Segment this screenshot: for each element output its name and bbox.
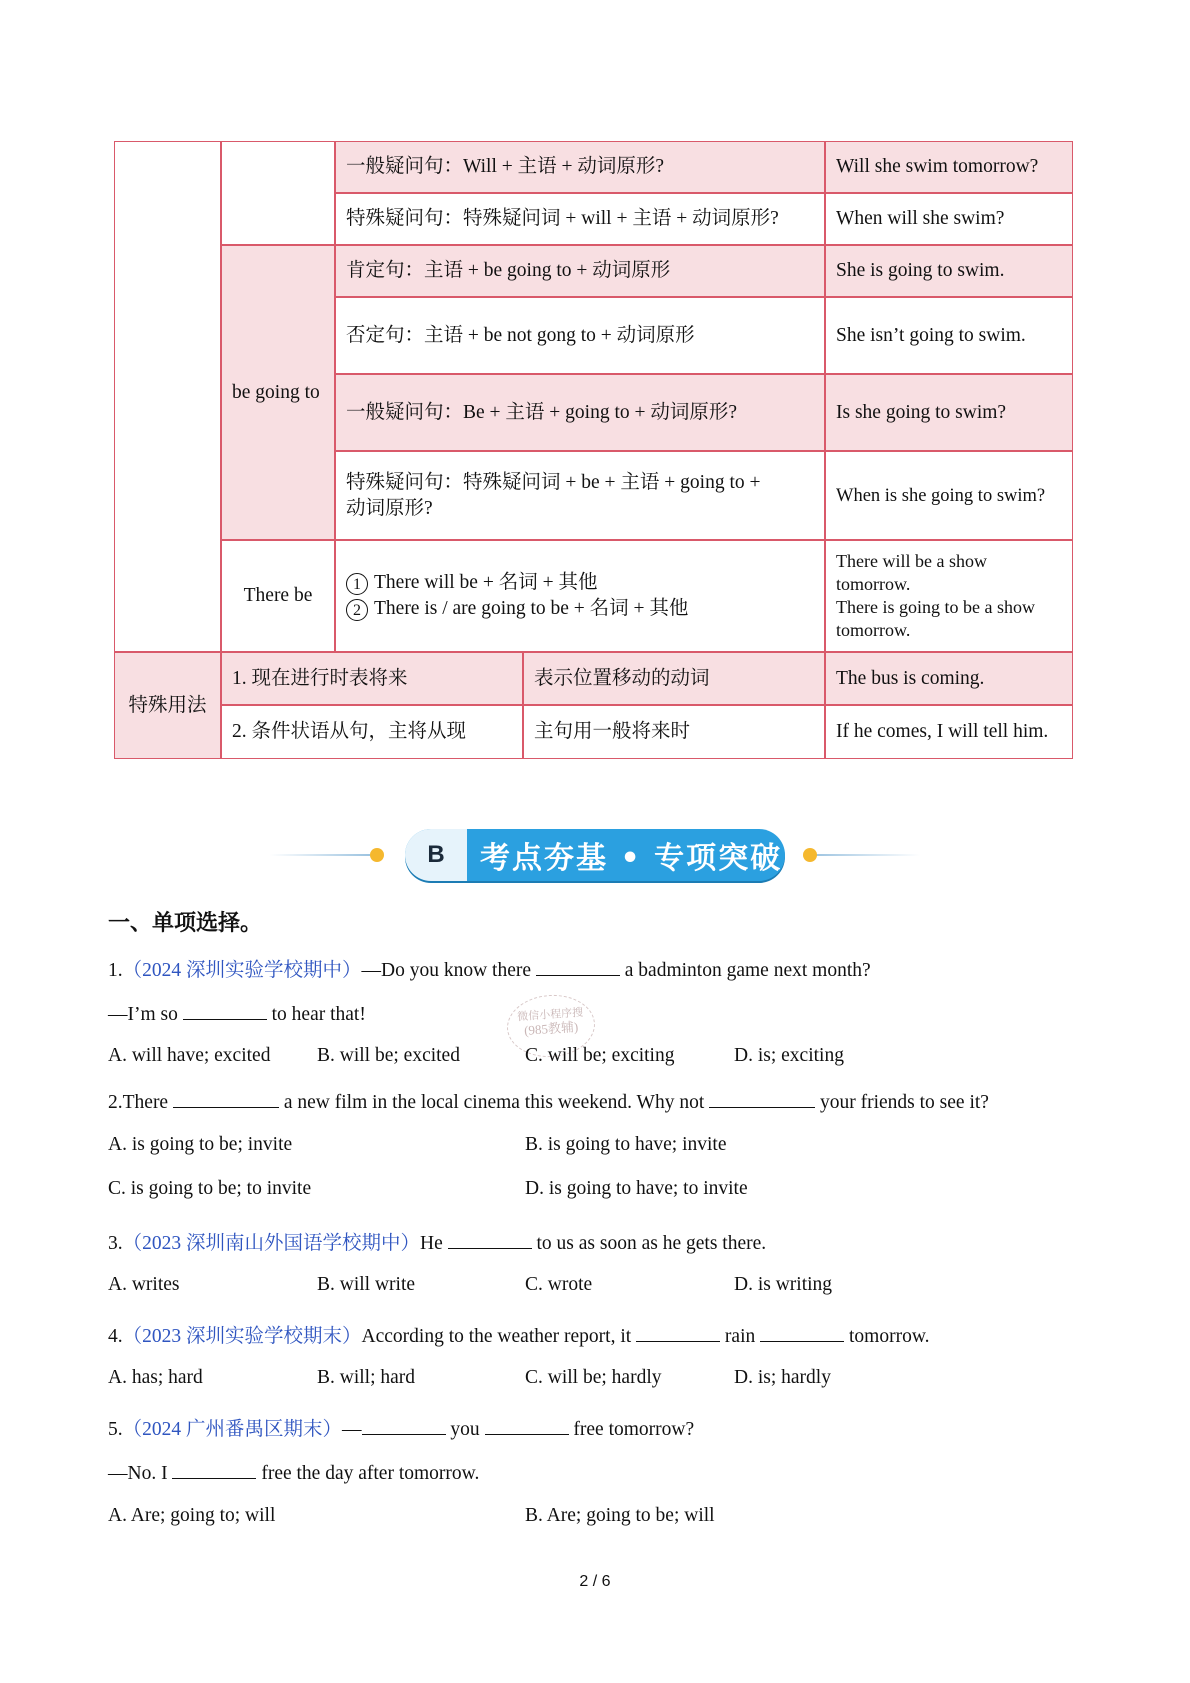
option-b: B. will be; excited [317,1045,460,1066]
table-cell: 一般疑问句：Will + 主语 + 动词原形? [335,141,825,193]
watermark-stamp: 微信小程序搜 (985教辅) [505,992,597,1060]
option-c: C. wrote [525,1274,593,1295]
table-cell: If he comes, I will tell him. [825,705,1073,759]
table-row-label: There be [221,540,335,652]
answer-blank [173,1089,279,1108]
table-cell: Is she going to swim? [825,374,1073,451]
answer-blank [536,957,620,976]
question-5-line-2: —No. I free the day after tomorrow. [108,1460,479,1485]
banner-line-left [270,854,370,856]
option-b: B. will; hard [317,1367,416,1388]
table-cell: When will she swim? [825,193,1073,245]
table-cell: 否定句：主语 + be not gong to + 动词原形 [335,297,825,374]
table-cell: There will be a show tomorrow. There is going to be a show tomorrow. [825,540,1073,652]
answer-blank [172,1460,256,1479]
question-source: （2024 深圳实验学校期中） [122,960,362,981]
answer-blank [362,1416,446,1435]
circled-number: 1 [346,573,368,595]
option-a: A. has; hard [108,1367,203,1388]
option-d: D. is; exciting [734,1045,844,1066]
section-heading: 一、单项选择。 [108,911,263,936]
table-cell: 特殊疑问句：特殊疑问词 + will + 主语 + 动词原形? [335,193,825,245]
table-cell: 肯定句：主语 + be going to + 动词原形 [335,245,825,297]
table-cell: She is going to swim. [825,245,1073,297]
option-a: A. will have; excited [108,1045,271,1066]
answer-blank [448,1230,532,1249]
answer-blank [183,1001,267,1020]
banner-line-right [812,854,920,856]
section-banner [270,826,920,884]
question-source: （2024 广州番禺区期末） [122,1419,343,1440]
banner-dot-left [370,848,384,862]
option-a: A. writes [108,1274,180,1295]
option-c: C. will be; hardly [525,1367,662,1388]
table-cell: 1. 现在进行时表将来 [221,652,523,705]
banner-dot-right [803,848,817,862]
table-cell: When is she going to swim? [825,451,1073,540]
question-source: （2023 深圳实验学校期末） [122,1326,362,1347]
question-2: 2.There a new film in the local cinema this weekend. Why not your friends to see it? [108,1089,989,1114]
question-3: 3.（2023 深圳南山外国语学校期中）He to us as soon as he gets there. [108,1227,766,1255]
question-5: 5.（2024 广州番禺区期末）— you free tomorrow? [108,1413,694,1441]
table-cell: She isn’t going to swim. [825,297,1073,374]
circled-number: 2 [346,599,368,621]
question-1-line-2: —I’m so to hear that! [108,1001,366,1026]
question-source: （2023 深圳南山外国语学校期中） [122,1233,421,1254]
list-item: 1 There will be + 名词 + 其他 [346,570,597,596]
table-cell: 2. 条件状语从句，主将从现 [221,705,523,759]
table-cell: 表示位置移动的动词 [523,652,825,705]
option-d: D. is writing [734,1274,833,1295]
table-row-label: be going to [221,245,335,540]
question-4: 4.（2023 深圳实验学校期末）According to the weather report, it rain tomorrow. [108,1320,930,1348]
option-c: C. will be; exciting [525,1045,675,1066]
table-row-label: 特殊用法 [114,652,221,759]
answer-blank [760,1323,844,1342]
list-item: 2 There is / are going to be + 名词 + 其他 [346,596,688,622]
answer-blank [709,1089,815,1108]
answer-blank [485,1416,569,1435]
table-cell: Will she swim tomorrow? [825,141,1073,193]
table-cell: The bus is coming. [825,652,1073,705]
option-b: B. will write [317,1274,416,1295]
table-cell: 一般疑问句：Be + 主语 + going to + 动词原形? [335,374,825,451]
option-a: A. Are; going to; will [108,1505,276,1526]
option-b: B. Are; going to be; will [525,1505,715,1526]
option-c: C. is going to be; to invite [108,1178,312,1199]
banner-title: 考点夯基 • 专项突破 [480,841,783,876]
table-cell-empty [114,141,221,652]
option-d: D. is going to have; to invite [525,1178,748,1199]
question-1: 1.（2024 深圳实验学校期中）—Do you know there a badminton game next month? [108,954,871,982]
table-cell: 特殊疑问句：特殊疑问词 + be + 主语 + going to + 动词原形? [335,451,825,540]
page-number: 2 / 6 [579,1573,611,1590]
banner-letter: B [405,829,467,881]
table-cell-empty [221,141,335,245]
table-cell: 主句用一般将来时 [523,705,825,759]
option-b: B. is going to have; invite [525,1134,727,1155]
option-a: A. is going to be; invite [108,1134,293,1155]
option-d: D. is; hardly [734,1367,831,1388]
answer-blank [636,1323,720,1342]
table-cell [335,540,825,652]
